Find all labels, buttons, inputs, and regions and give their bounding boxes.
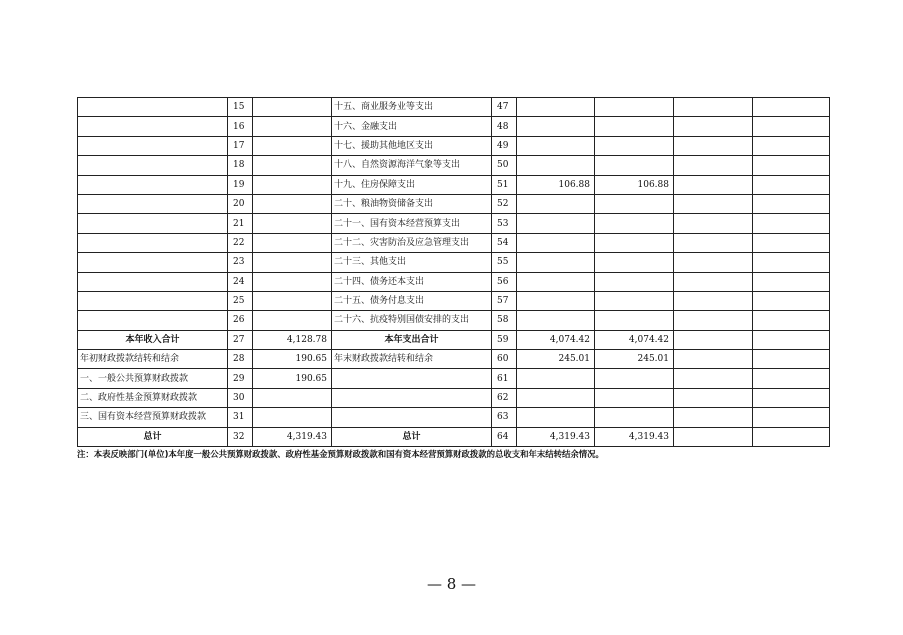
income-item-label: 三、国有资本经营预算财政拨款	[78, 408, 228, 427]
fund-budget-amount	[674, 369, 753, 388]
expense-row-index: 61	[492, 369, 517, 388]
table-footnote: 注：本表反映部门(单位)本年度一般公共预算财政拨款、政府性基金预算财政拨款和国有资本经营预算财政拨款的总收支和年末结转结余情况。	[77, 449, 604, 459]
general-budget-amount: 245.01	[595, 350, 674, 369]
income-row-index: 20	[228, 194, 253, 213]
income-item-label: 总计	[78, 427, 228, 446]
state-capital-budget-amount	[753, 175, 830, 194]
state-capital-budget-amount	[753, 291, 830, 310]
expense-total: 106.88	[517, 175, 595, 194]
income-row-index: 28	[228, 350, 253, 369]
table-row	[78, 233, 830, 252]
table-row	[78, 311, 830, 330]
income-amount	[253, 408, 332, 427]
expense-row-index: 47	[492, 98, 517, 117]
fund-budget-amount	[674, 175, 753, 194]
table-row	[78, 408, 830, 427]
income-row-index: 24	[228, 272, 253, 291]
expense-total	[517, 233, 595, 252]
expense-item-label: 十六、金融支出	[332, 117, 492, 136]
general-budget-amount	[595, 408, 674, 427]
expense-item-label: 二十三、其他支出	[332, 253, 492, 272]
state-capital-budget-amount	[753, 117, 830, 136]
state-capital-budget-amount	[753, 408, 830, 427]
state-capital-budget-amount	[753, 98, 830, 117]
expense-total	[517, 369, 595, 388]
income-row-index: 32	[228, 427, 253, 446]
expense-item-label: 十五、商业服务业等支出	[332, 98, 492, 117]
income-amount: 4,128.78	[253, 330, 332, 349]
income-row-index: 16	[228, 117, 253, 136]
fund-budget-amount	[674, 194, 753, 213]
income-amount	[253, 253, 332, 272]
state-capital-budget-amount	[753, 136, 830, 155]
expense-row-index: 57	[492, 291, 517, 310]
expense-item-label: 二十、粮油物资储备支出	[332, 194, 492, 213]
table-row	[78, 427, 830, 446]
income-amount	[253, 233, 332, 252]
table-row	[78, 350, 830, 369]
general-budget-amount	[595, 156, 674, 175]
state-capital-budget-amount	[753, 311, 830, 330]
expense-row-index: 53	[492, 214, 517, 233]
expense-total	[517, 98, 595, 117]
table-row	[78, 175, 830, 194]
fund-budget-amount	[674, 272, 753, 291]
fund-budget-amount	[674, 291, 753, 310]
state-capital-budget-amount	[753, 369, 830, 388]
state-capital-budget-amount	[753, 156, 830, 175]
general-budget-amount	[595, 253, 674, 272]
general-budget-amount: 106.88	[595, 175, 674, 194]
income-amount	[253, 175, 332, 194]
general-budget-amount	[595, 194, 674, 213]
income-item-label	[78, 233, 228, 252]
income-item-label	[78, 272, 228, 291]
state-capital-budget-amount	[753, 214, 830, 233]
income-amount	[253, 194, 332, 213]
fund-budget-amount	[674, 233, 753, 252]
expense-item-label: 本年支出合计	[332, 330, 492, 349]
income-amount: 190.65	[253, 369, 332, 388]
expense-item-label	[332, 388, 492, 407]
income-amount: 4,319.43	[253, 427, 332, 446]
expense-item-label: 十九、住房保障支出	[332, 175, 492, 194]
income-item-label: 本年收入合计	[78, 330, 228, 349]
expense-row-index: 56	[492, 272, 517, 291]
expense-total	[517, 408, 595, 427]
table-row	[78, 98, 830, 117]
income-item-label	[78, 117, 228, 136]
income-amount	[253, 311, 332, 330]
fund-budget-amount	[674, 98, 753, 117]
income-amount	[253, 156, 332, 175]
fund-budget-amount	[674, 253, 753, 272]
fund-budget-amount	[674, 136, 753, 155]
general-budget-amount	[595, 98, 674, 117]
income-item-label	[78, 98, 228, 117]
income-row-index: 15	[228, 98, 253, 117]
expense-total	[517, 117, 595, 136]
fund-budget-amount	[674, 388, 753, 407]
fund-budget-amount	[674, 427, 753, 446]
income-item-label: 二、政府性基金预算财政拨款	[78, 388, 228, 407]
income-item-label	[78, 194, 228, 213]
expense-row-index: 63	[492, 408, 517, 427]
state-capital-budget-amount	[753, 194, 830, 213]
expense-item-label	[332, 408, 492, 427]
expense-row-index: 64	[492, 427, 517, 446]
fund-budget-amount	[674, 311, 753, 330]
state-capital-budget-amount	[753, 253, 830, 272]
expense-total	[517, 156, 595, 175]
income-row-index: 27	[228, 330, 253, 349]
table-row	[78, 291, 830, 310]
income-item-label	[78, 175, 228, 194]
general-budget-amount	[595, 214, 674, 233]
income-item-label	[78, 136, 228, 155]
expense-row-index: 51	[492, 175, 517, 194]
expense-row-index: 62	[492, 388, 517, 407]
expense-item-label: 二十四、债务还本支出	[332, 272, 492, 291]
expense-row-index: 49	[492, 136, 517, 155]
table-row	[78, 330, 830, 349]
general-budget-amount	[595, 117, 674, 136]
table-row	[78, 194, 830, 213]
income-row-index: 23	[228, 253, 253, 272]
income-item-label: 一、一般公共预算财政拨款	[78, 369, 228, 388]
table-row	[78, 136, 830, 155]
expense-total	[517, 214, 595, 233]
income-item-label	[78, 311, 228, 330]
expense-item-label: 十七、援助其他地区支出	[332, 136, 492, 155]
income-amount	[253, 117, 332, 136]
income-item-label	[78, 253, 228, 272]
expense-item-label: 二十六、抗疫特别国债安排的支出	[332, 311, 492, 330]
general-budget-amount: 4,319.43	[595, 427, 674, 446]
expense-total: 4,319.43	[517, 427, 595, 446]
income-row-index: 22	[228, 233, 253, 252]
general-budget-amount	[595, 291, 674, 310]
income-amount	[253, 98, 332, 117]
expense-row-index: 48	[492, 117, 517, 136]
income-amount	[253, 291, 332, 310]
expense-total	[517, 136, 595, 155]
income-row-index: 19	[228, 175, 253, 194]
state-capital-budget-amount	[753, 427, 830, 446]
table-row	[78, 272, 830, 291]
expense-row-index: 54	[492, 233, 517, 252]
expense-total	[517, 291, 595, 310]
expense-row-index: 52	[492, 194, 517, 213]
income-amount	[253, 272, 332, 291]
table-body	[78, 98, 830, 447]
income-row-index: 21	[228, 214, 253, 233]
page-number: — 8 —	[426, 575, 477, 593]
expense-total	[517, 253, 595, 272]
expense-row-index: 50	[492, 156, 517, 175]
fiscal-appropriation-table	[77, 97, 830, 447]
expense-total	[517, 388, 595, 407]
expense-row-index: 55	[492, 253, 517, 272]
expense-item-label: 总计	[332, 427, 492, 446]
state-capital-budget-amount	[753, 350, 830, 369]
expense-total: 245.01	[517, 350, 595, 369]
general-budget-amount	[595, 388, 674, 407]
income-row-index: 31	[228, 408, 253, 427]
income-row-index: 25	[228, 291, 253, 310]
state-capital-budget-amount	[753, 388, 830, 407]
expense-row-index: 59	[492, 330, 517, 349]
table-row	[78, 214, 830, 233]
fund-budget-amount	[674, 214, 753, 233]
table-row	[78, 369, 830, 388]
general-budget-amount	[595, 311, 674, 330]
income-row-index: 17	[228, 136, 253, 155]
expense-total	[517, 311, 595, 330]
table-row	[78, 388, 830, 407]
income-amount	[253, 214, 332, 233]
expense-row-index: 58	[492, 311, 517, 330]
expense-item-label: 十八、自然资源海洋气象等支出	[332, 156, 492, 175]
table-row	[78, 156, 830, 175]
general-budget-amount	[595, 233, 674, 252]
income-row-index: 30	[228, 388, 253, 407]
fund-budget-amount	[674, 350, 753, 369]
expense-item-label: 二十一、国有资本经营预算支出	[332, 214, 492, 233]
expense-item-label: 二十二、灾害防治及应急管理支出	[332, 233, 492, 252]
table-row	[78, 117, 830, 136]
fund-budget-amount	[674, 330, 753, 349]
general-budget-amount	[595, 369, 674, 388]
table-row	[78, 253, 830, 272]
income-amount: 190.65	[253, 350, 332, 369]
expense-row-index: 60	[492, 350, 517, 369]
general-budget-amount: 4,074.42	[595, 330, 674, 349]
expense-item-label: 年末财政拨款结转和结余	[332, 350, 492, 369]
income-row-index: 18	[228, 156, 253, 175]
state-capital-budget-amount	[753, 233, 830, 252]
income-item-label: 年初财政拨款结转和结余	[78, 350, 228, 369]
income-item-label	[78, 156, 228, 175]
fund-budget-amount	[674, 156, 753, 175]
expense-total	[517, 194, 595, 213]
income-row-index: 29	[228, 369, 253, 388]
state-capital-budget-amount	[753, 272, 830, 291]
fund-budget-amount	[674, 117, 753, 136]
income-amount	[253, 136, 332, 155]
general-budget-amount	[595, 272, 674, 291]
general-budget-amount	[595, 136, 674, 155]
expense-total: 4,074.42	[517, 330, 595, 349]
income-amount	[253, 388, 332, 407]
income-item-label	[78, 291, 228, 310]
state-capital-budget-amount	[753, 330, 830, 349]
expense-item-label: 二十五、债务付息支出	[332, 291, 492, 310]
expense-total	[517, 272, 595, 291]
expense-item-label	[332, 369, 492, 388]
income-row-index: 26	[228, 311, 253, 330]
fund-budget-amount	[674, 408, 753, 427]
income-item-label	[78, 214, 228, 233]
